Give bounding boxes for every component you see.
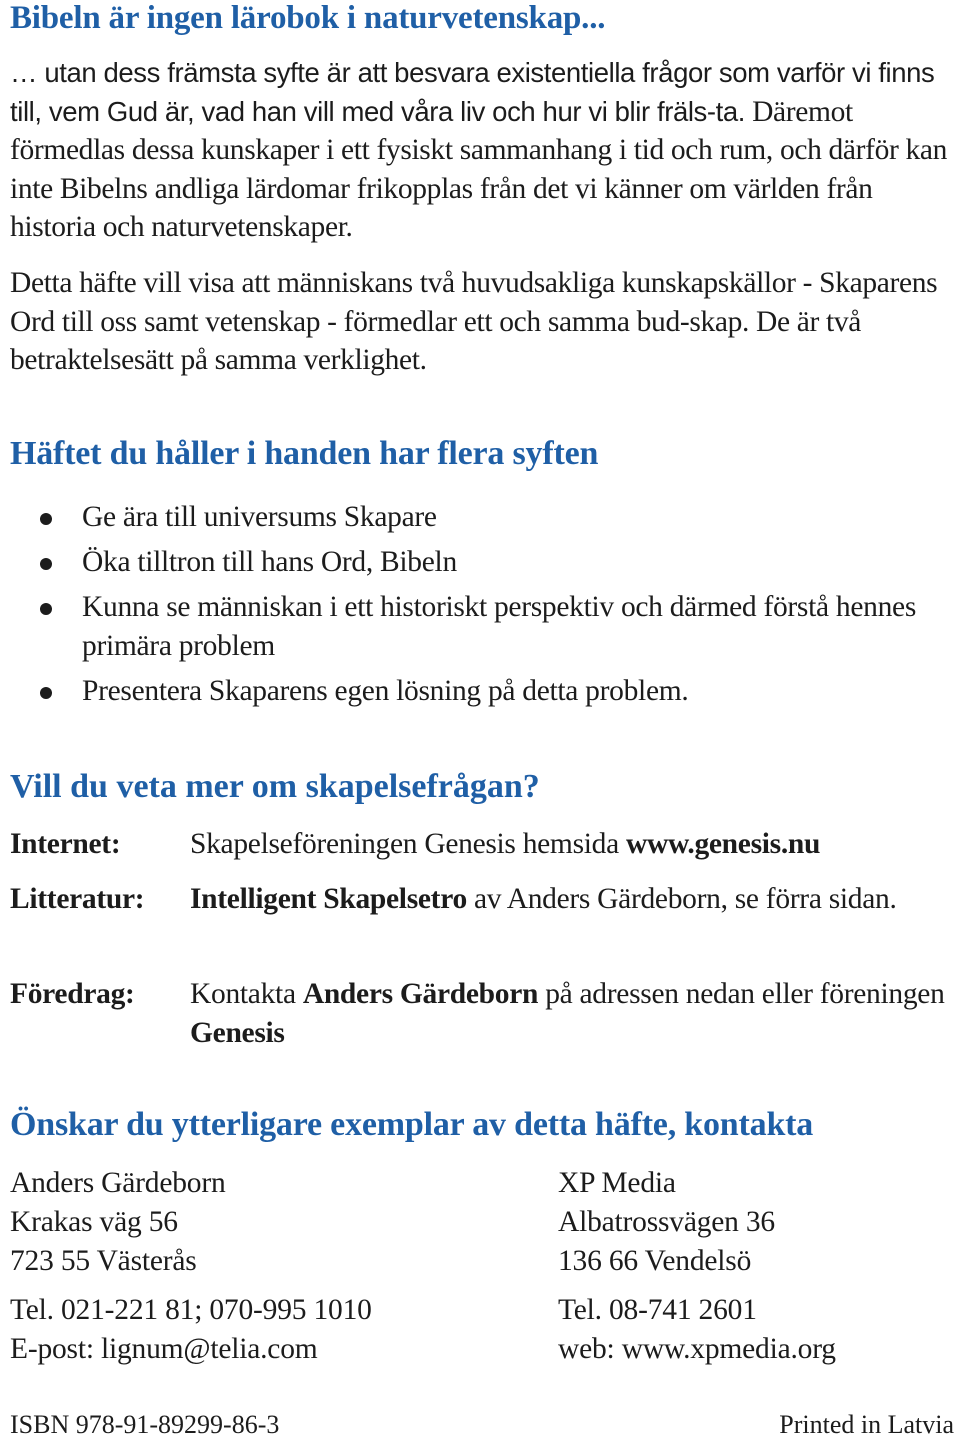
goal-text: Öka tilltron till hans Ord, Bibeln: [82, 546, 457, 578]
order-heading: Önskar du ytterligare exemplar av detta häfte, kontakta: [10, 1106, 814, 1143]
bullet-icon: [40, 558, 52, 570]
contact-right: [558, 1164, 958, 1369]
page-title: Bibeln är ingen lärobok i naturvetenskap...: [10, 0, 606, 36]
contact-web[interactable]: web: www.xpmedia.org: [558, 1333, 836, 1365]
internet-row: [10, 825, 954, 865]
printed-text: Printed in Latvia: [779, 1410, 954, 1439]
org-name: Genesis: [190, 1017, 285, 1049]
literature-desc: av Anders Gärdeborn, se förra sidan.: [466, 883, 897, 915]
lectures-label: Föredrag:: [10, 978, 135, 1010]
book-title: Intelligent Skapelsetro: [190, 883, 467, 915]
more-info-heading: Vill du veta mer om skapelsefrågan?: [10, 768, 540, 805]
goals-heading: Häftet du håller i handen har flera syften: [10, 435, 599, 472]
contact-email[interactable]: E-post: lignum@telia.com: [10, 1333, 318, 1365]
goals-list: [10, 498, 954, 717]
internet-label: Internet:: [10, 828, 121, 860]
literature-text: [190, 880, 954, 919]
lectures-text-part: Kontakta: [190, 978, 303, 1010]
contact-left: [10, 1164, 530, 1369]
bullet-icon: [40, 687, 52, 699]
goal-text: Presentera Skaparens egen lösning på detta problem.: [82, 675, 689, 707]
intro-rest-text: Däremot förmedlas dessa kunskaper i ett fysiskt sammanhang i tid och rum, och därför kan inte Bibelns andliga lärdomar frikopplas från det vi känner om världen från historia och naturvetenskaper.: [10, 95, 948, 243]
internet-desc: Skapelseföreningen Genesis hemsida: [190, 828, 626, 860]
list-item: [10, 543, 954, 582]
contact-name: Anders Gärdeborn: [302, 978, 539, 1010]
intro-paragraph: [10, 54, 954, 247]
contact-city: 136 66 Vendelsö: [558, 1245, 752, 1277]
internet-text: [190, 825, 954, 864]
goal-text: Ge ära till universums Skapare: [82, 501, 437, 533]
contact-phone: Tel. 021-221 81; 070-995 1010: [10, 1294, 372, 1326]
intro-lead-text: … utan dess främsta syfte är att besvara existentiella frågor som varför vi finns till, vem Gud är, vad han vill med våra liv och hur vi blir fräls-ta.: [10, 57, 935, 127]
lectures-text-part: på adressen nedan eller föreningen: [538, 978, 945, 1010]
bullet-icon: [40, 603, 52, 615]
contact-name: XP Media: [558, 1167, 676, 1199]
goal-text: Kunna se människan i ett historiskt perspektiv och därmed förstå hennes primära problem: [82, 591, 916, 662]
list-item: [10, 588, 954, 666]
lectures-row: [10, 975, 954, 1055]
literature-row: [10, 880, 954, 960]
contact-city: 723 55 Västerås: [10, 1245, 197, 1277]
list-item: [10, 498, 954, 537]
genesis-link[interactable]: www.genesis.nu: [625, 828, 821, 860]
literature-label: Litteratur:: [10, 883, 145, 915]
contact-phone: Tel. 08-741 2601: [558, 1294, 757, 1326]
bullet-icon: [40, 513, 52, 525]
isbn-text: ISBN 978-91-89299-86-3: [10, 1410, 280, 1439]
purpose-paragraph: Detta häfte vill visa att människans två huvudsakliga kunskapskällor - Skaparens Ord till oss samt vetenskap - förmedlar ett och samma bud-skap. De är två betraktelsesätt på samma verklighet.: [10, 267, 938, 376]
contact-street: Krakas väg 56: [10, 1206, 178, 1238]
contact-street: Albatrossvägen 36: [558, 1206, 775, 1238]
contact-name: Anders Gärdeborn: [10, 1167, 226, 1199]
lectures-text: [190, 975, 954, 1053]
list-item: [10, 672, 954, 711]
